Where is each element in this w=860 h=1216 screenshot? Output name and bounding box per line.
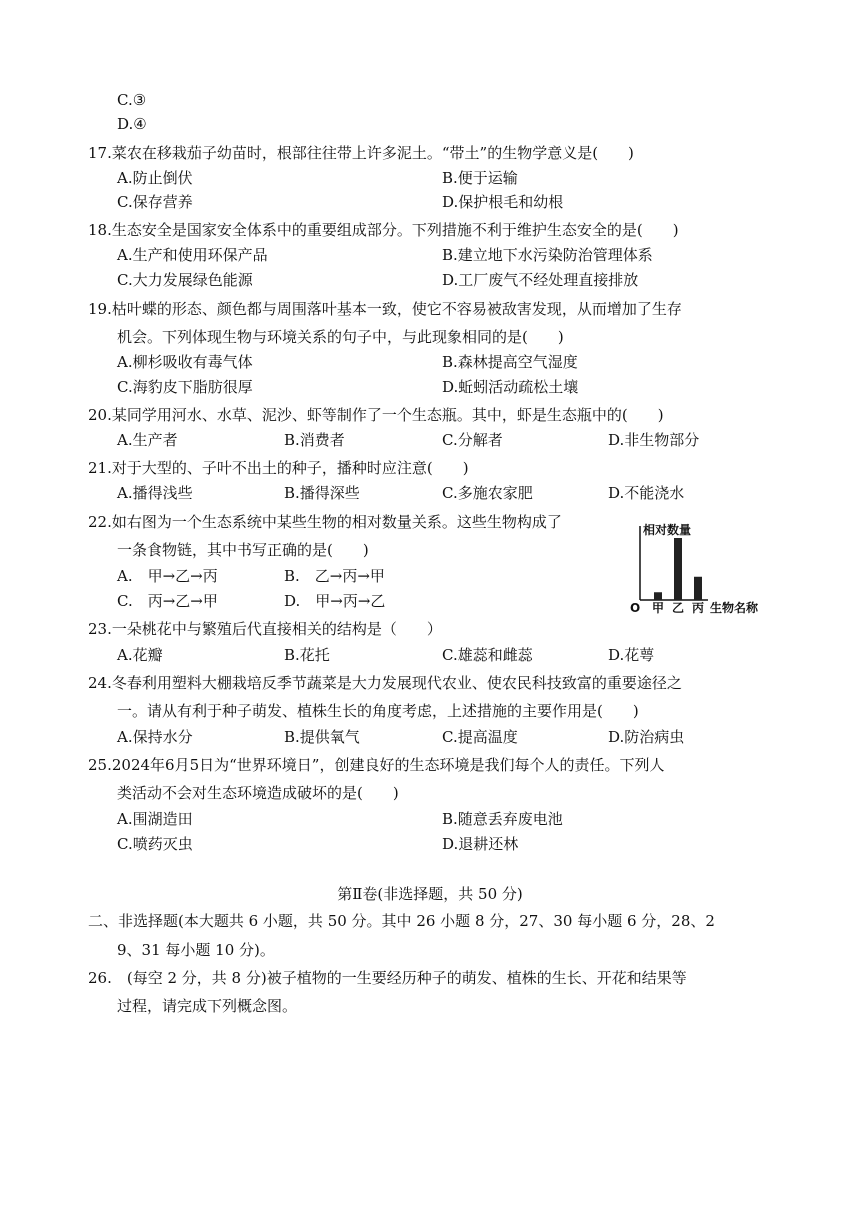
question-25-line2: 类活动不会对生态环境造成破坏的是( ) [117,784,399,802]
question-19-line1: 19.枯叶蝶的形态、颜色都与周围落叶基本一致，使它不容易被敌害发现，从而增加了生存 [88,300,682,318]
question-20: 20.某同学用河水、水草、泥沙、虾等制作了一个生态瓶。其中，虾是生态瓶中的( ) [88,406,664,424]
q20-option-c: C.分解者 [442,431,503,449]
origin-label: O [630,601,641,615]
q22-option-a: A. 甲→乙→丙 [117,567,218,585]
bar-0 [654,592,662,600]
bar-1 [674,538,682,600]
q18-option-b: B.建立地下水污染防治管理体系 [442,246,653,264]
q24-option-c: C.提高温度 [442,728,518,746]
q20-option-d: D.非生物部分 [608,431,700,449]
section-2-title: 第Ⅱ卷(非选择题，共 50 分) [337,885,523,903]
question-18: 18.生态安全是国家安全体系中的重要组成部分。下列措施不利于维护生态安全的是( ) [88,221,679,239]
q24-option-b: B.提供氧气 [284,728,360,746]
q17-option-a: A.防止倒伏 [117,169,193,187]
category-label-1: 乙 [672,601,685,615]
option-c: C.③ [117,91,147,109]
q22-option-d: D. 甲→丙→乙 [284,592,386,610]
q21-option-c: C.多施农家肥 [442,484,533,502]
question-22-line1: 22.如右图为一个生态系统中某些生物的相对数量关系。这些生物构成了 [88,513,562,531]
question-24-line1: 24.冬春利用塑料大棚栽培反季节蔬菜是大力发展现代农业、使农民科技致富的重要途径之 [88,674,682,692]
q23-option-d: D.花萼 [608,646,655,664]
q22-option-c: C. 丙→乙→甲 [117,592,218,610]
x-axis-label: 生物名称 [710,601,759,615]
bar-2 [694,577,702,600]
q19-option-b: B.森林提高空气湿度 [442,353,578,371]
part-2-instructions-line1: 二、非选择题(本大题共 6 小题，共 50 分。其中 26 小题 8 分，27、30 每小题 6 分，28、2 [88,912,715,930]
q18-option-a: A.生产和使用环保产品 [117,246,268,264]
part-2-instructions-line2: 9、31 每小题 10 分)。 [117,941,275,959]
q25-option-b: B.随意丢弃废电池 [442,810,563,828]
q24-option-a: A.保持水分 [117,728,193,746]
q23-option-a: A.花瓣 [117,646,163,664]
y-axis-label: 相对数量 [643,523,692,537]
q23-option-c: C.雄蕊和雌蕊 [442,646,533,664]
q19-option-d: D.蚯蚓活动疏松土壤 [442,378,579,396]
q24-option-d: D.防治病虫 [608,728,685,746]
question-17: 17.菜农在移栽茄子幼苗时，根部往往带上许多泥土。“带土”的生物学意义是( ) [88,144,634,162]
q21-option-b: B.播得深些 [284,484,360,502]
option-d: D.④ [117,115,147,133]
question-24-line2: 一。请从有利于种子萌发、植株生长的角度考虑，上述措施的主要作用是( ) [117,702,639,720]
q21-option-a: A.播得浅些 [117,484,193,502]
population-bar-chart [630,520,790,620]
category-label-0: 甲 [652,601,665,615]
question-19-line2: 机会。下列体现生物与环境关系的句子中，与此现象相同的是( ) [117,328,564,346]
question-21: 21.对于大型的、子叶不出土的种子，播种时应注意( ) [88,459,469,477]
q25-option-d: D.退耕还林 [442,835,519,853]
q21-option-d: D.不能浇水 [608,484,685,502]
question-23: 23.一朵桃花中与繁殖后代直接相关的结构是（ ） [88,620,442,638]
q19-option-a: A.柳杉吸收有毒气体 [117,353,253,371]
question-26-line1: 26. (每空 2 分，共 8 分)被子植物的一生要经历种子的萌发、植株的生长、开花和结果等 [88,969,687,987]
q19-option-c: C.海豹皮下脂肪很厚 [117,378,253,396]
q23-option-b: B.花托 [284,646,330,664]
q18-option-c: C.大力发展绿色能源 [117,271,253,289]
question-25-line1: 25.2024年6月5日为“世界环境日”，创建良好的生态环境是我们每个人的责任。下列人 [88,756,665,774]
q20-option-b: B.消费者 [284,431,345,449]
q17-option-c: C.保存营养 [117,193,193,211]
category-label-2: 丙 [692,601,705,615]
question-22-line2: 一条食物链，其中书写正确的是( ) [117,541,369,559]
q22-option-b: B. 乙→丙→甲 [284,567,385,585]
q25-option-a: A.围湖造田 [117,810,193,828]
q18-option-d: D.工厂废气不经处理直接排放 [442,271,639,289]
q25-option-c: C.喷药灭虫 [117,835,193,853]
question-26-line2: 过程，请完成下列概念图。 [117,997,298,1015]
q17-option-d: D.保护根毛和幼根 [442,193,564,211]
q17-option-b: B.便于运输 [442,169,518,187]
q20-option-a: A.生产者 [117,431,178,449]
